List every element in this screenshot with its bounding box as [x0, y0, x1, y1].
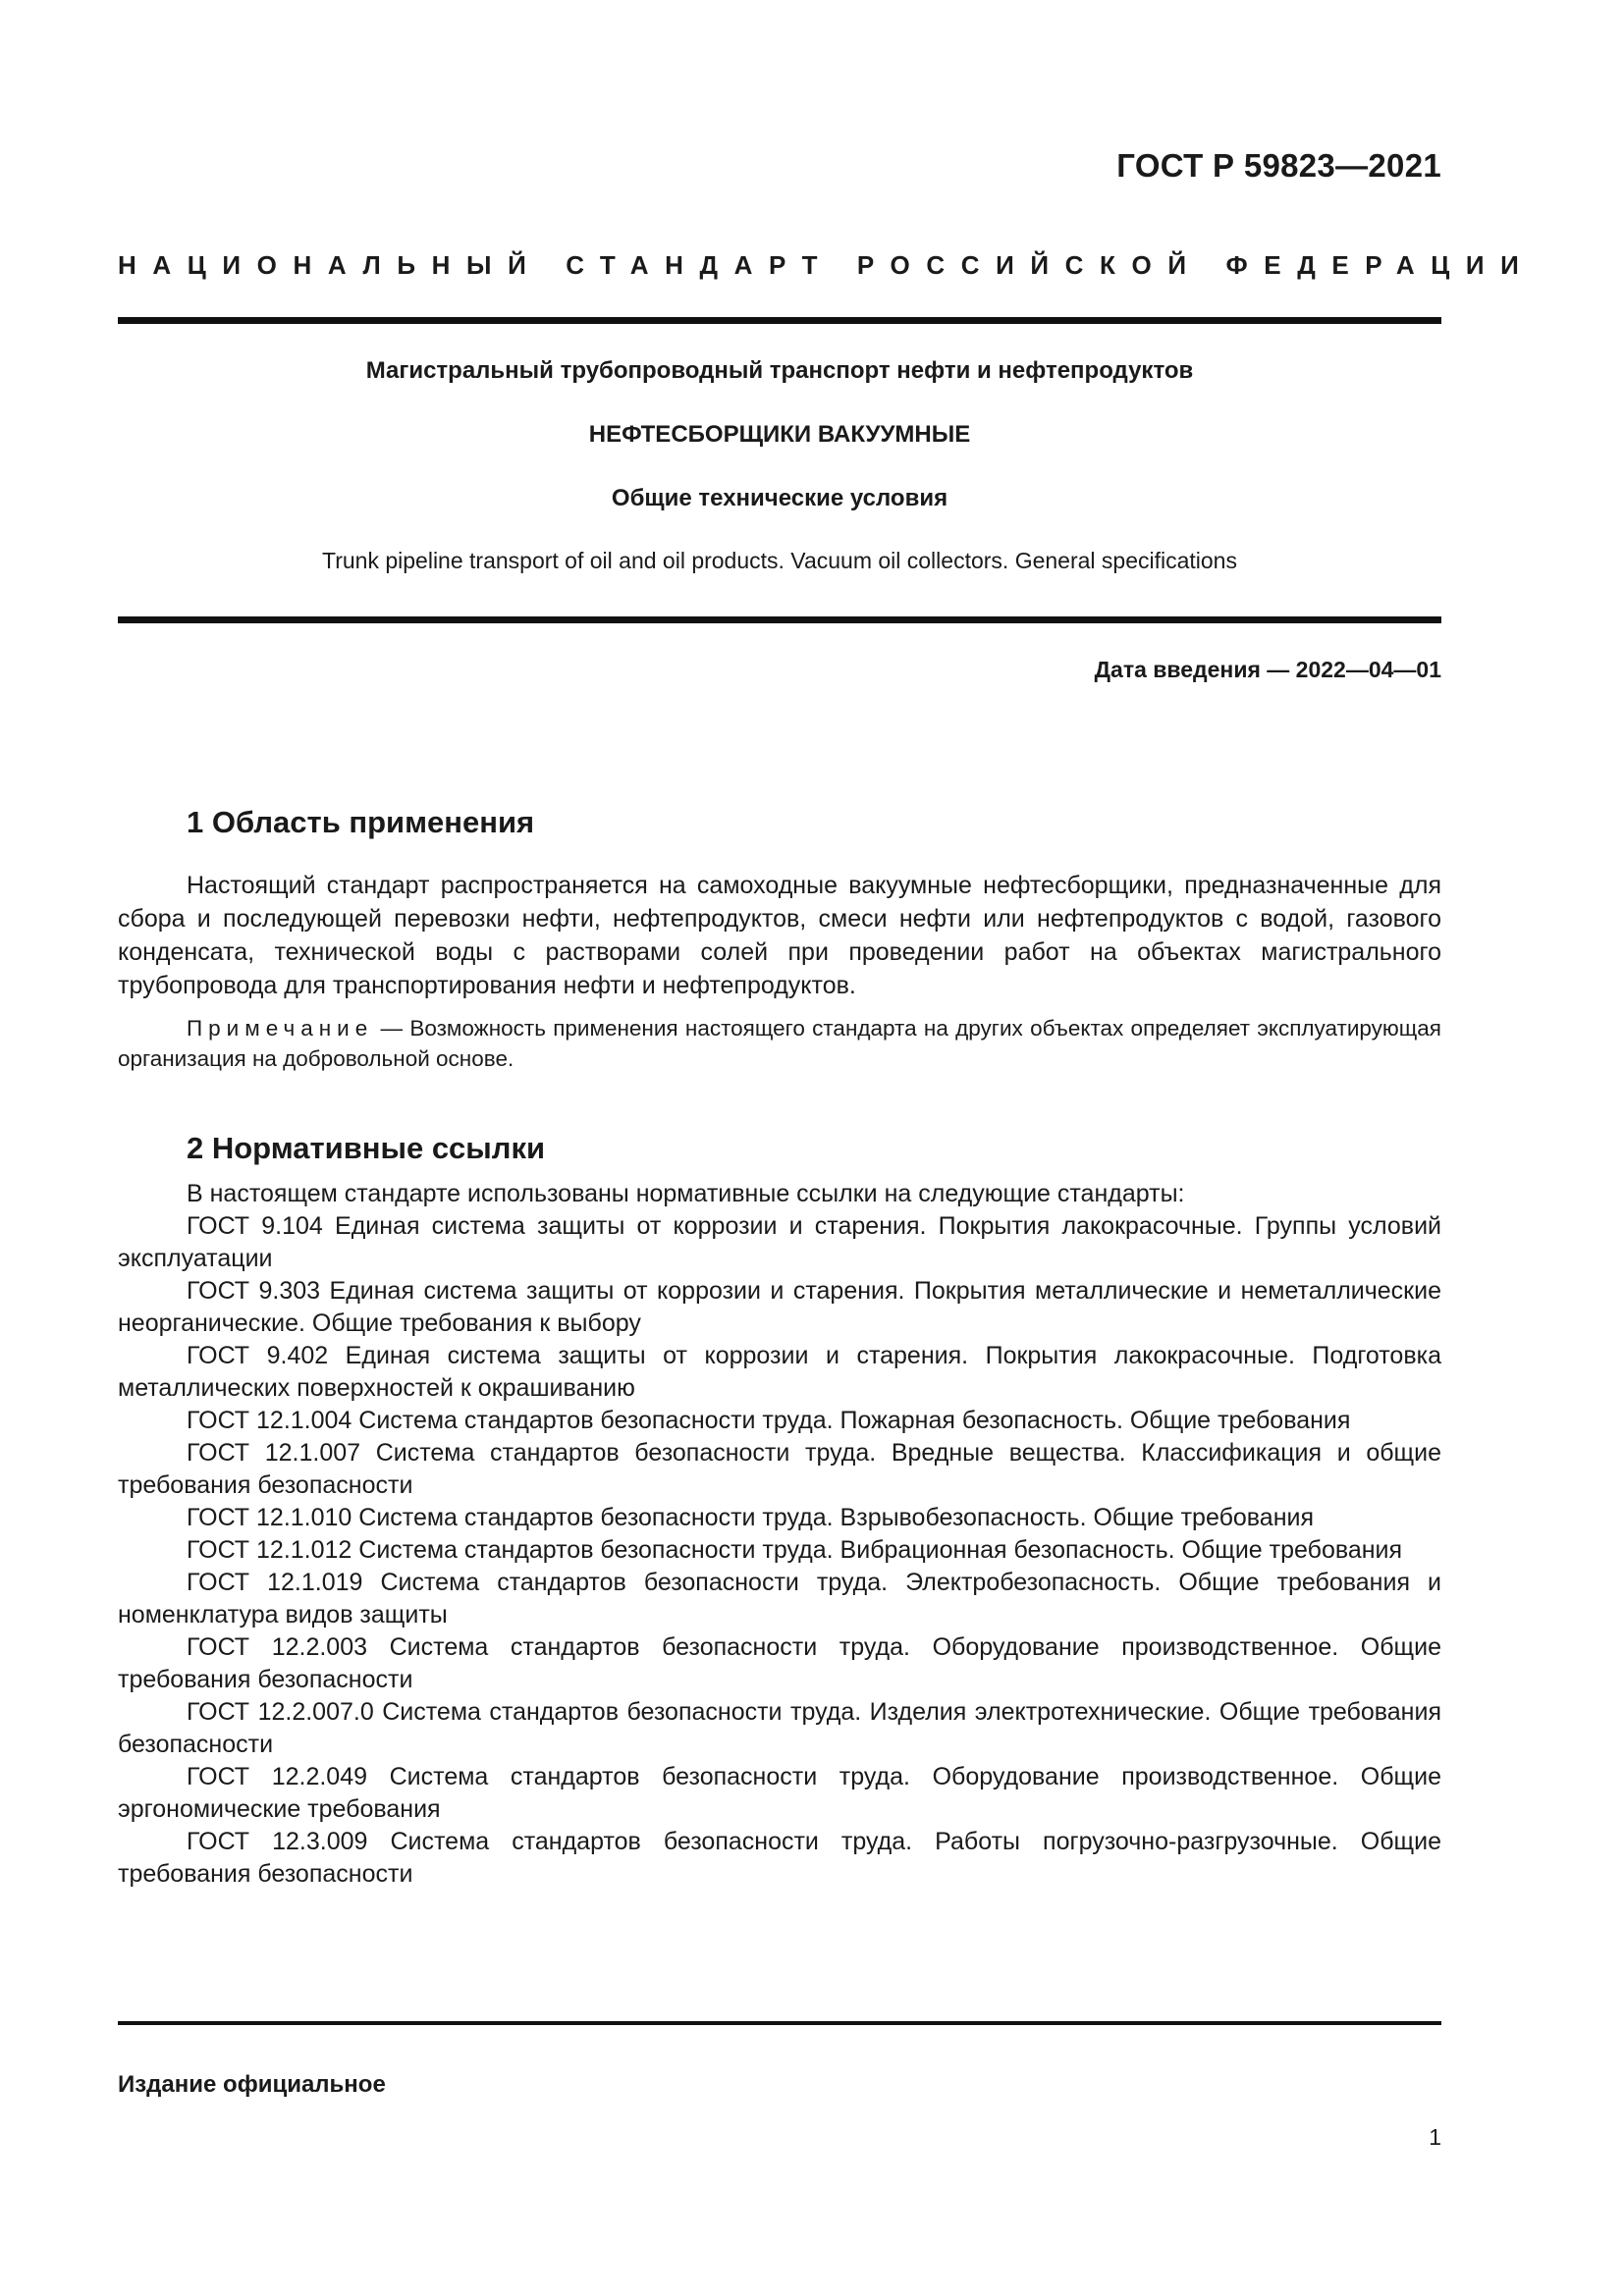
reference-item: ГОСТ 9.104 Единая система защиты от коррозии и старения. Покрытия лакокрасочные. Группы условий эксплуатации: [118, 1212, 1441, 1272]
top-divider: [118, 317, 1441, 324]
national-standard-title: НАЦИОНАЛЬНЫЙ СТАНДАРТ РОССИЙСКОЙ ФЕДЕРАЦИИ: [118, 250, 1536, 280]
reference-item: ГОСТ 12.1.010 Система стандартов безопасности труда. Взрывобезопасность. Общие требования: [187, 1504, 1315, 1531]
title-product: НЕФТЕСБОРЩИКИ ВАКУУМНЫЕ: [588, 421, 971, 448]
reference-item: ГОСТ 12.1.004 Система стандартов безопасности труда. Пожарная безопасность. Общие требования: [187, 1407, 1351, 1434]
title-divider: [118, 616, 1441, 623]
introduction-date: Дата введения — 2022—04—01: [1094, 657, 1441, 682]
section-1-heading: 1 Область применения: [187, 805, 535, 839]
section-2-heading: 2 Нормативные ссылки: [187, 1131, 546, 1165]
document-number: ГОСТ Р 59823—2021: [1116, 147, 1441, 184]
title-type: Общие технические условия: [611, 485, 948, 511]
note-text: — Возможность применения настоящего стандарта на других объектах определяет эксплуатирующая организация на добровольной основе.: [118, 1016, 1441, 1071]
reference-item: ГОСТ 12.3.009 Система стандартов безопасности труда. Работы погрузочно-разгрузочные. Общие требования безопасности: [118, 1828, 1441, 1888]
reference-item: ГОСТ 12.1.012 Система стандартов безопасности труда. Вибрационная безопасность. Общие требования: [187, 1536, 1403, 1564]
references-intro: В настоящем стандарте использованы нормативные ссылки на следующие стандарты:: [187, 1180, 1185, 1207]
section-1-paragraph: Настоящий стандарт распространяется на самоходные вакуумные нефтесборщики, предназначенные для сбора и последующей перевозки нефти, нефтепродуктов, смеси нефти или нефтепродуктов с водой, газового конденсата, технической воды с растворами солей при проведении работ на объектах магистрального трубопровода для транспортирования нефти и нефтепродуктов.: [118, 872, 1441, 999]
references-list: [118, 1178, 1441, 1891]
reference-item: ГОСТ 9.303 Единая система защиты от коррозии и старения. Покрытия металлические и неметаллические неорганические. Общие требования к выбору: [118, 1277, 1441, 1337]
reference-item: ГОСТ 12.2.003 Система стандартов безопасности труда. Оборудование производственное. Общие требования безопасности: [118, 1633, 1441, 1693]
note-label: Примечание: [187, 1016, 374, 1041]
reference-item: ГОСТ 12.1.019 Система стандартов безопасности труда. Электробезопасность. Общие требования и номенклатура видов защиты: [118, 1569, 1441, 1629]
section-1-note: [118, 1013, 1441, 1074]
reference-item: ГОСТ 12.1.007 Система стандартов безопасности труда. Вредные вещества. Классификация и общие требования безопасности: [118, 1439, 1441, 1499]
footer-divider: [118, 2021, 1441, 2025]
reference-item: ГОСТ 12.2.049 Система стандартов безопасности труда. Оборудование производственное. Общие эргономические требования: [118, 1763, 1441, 1823]
reference-item: ГОСТ 12.2.007.0 Система стандартов безопасности труда. Изделия электротехнические. Общие требования безопасности: [118, 1698, 1441, 1758]
title-subject: Магистральный трубопроводный транспорт нефти и нефтепродуктов: [365, 357, 1194, 384]
reference-item: ГОСТ 9.402 Единая система защиты от коррозии и старения. Покрытия лакокрасочные. Подготовка металлических поверхностей к окрашиванию: [118, 1342, 1441, 1402]
title-english: Trunk pipeline transport of oil and oil products. Vacuum oil collectors. General specifications: [322, 548, 1237, 573]
page-number: 1: [1429, 2124, 1441, 2150]
official-edition-label: Издание официальное: [118, 2071, 386, 2098]
